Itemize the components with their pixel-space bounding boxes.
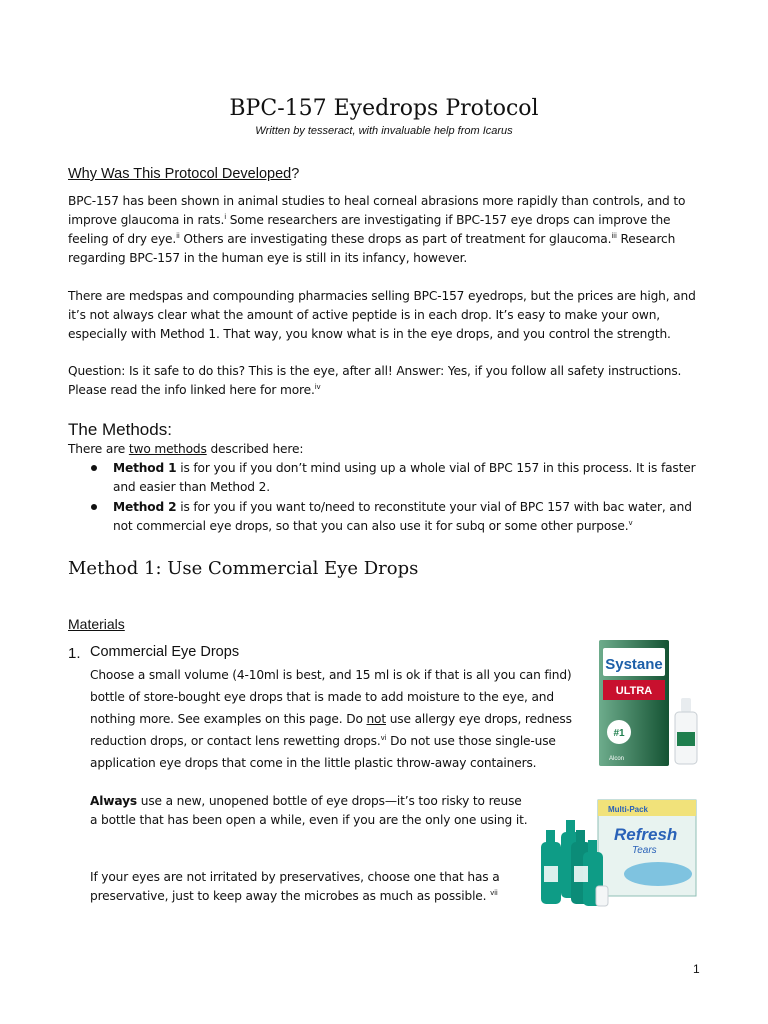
preservative-paragraph [90,868,530,906]
footnote-ref[interactable]: iv [314,382,321,391]
methods-heading: The Methods: [68,420,172,439]
always-label: Always [90,794,138,808]
document-subtitle: Written by tesseract, with invaluable help from Icarus [255,125,513,137]
text: BPC-157 has been shown in animal studies to heal corneal abrasions more rapidly than controls, and to improve glaucoma in rats. [68,194,686,227]
method-1-item [113,459,703,497]
bullet-icon [91,465,97,471]
text: Others are investigating these drops as part of treatment for glaucoma. [179,232,612,246]
page-number: 1 [693,962,700,976]
footnote-ref[interactable]: i [224,212,226,221]
systane-badge-text: #1 [613,728,625,739]
footnote-ref[interactable]: ii [176,231,180,240]
method-2-label: Method 2 [113,500,177,514]
method-1-heading: Method 1: Use Commercial Eye Drops [68,558,419,579]
text: Question: Is it safe to do this? This is the eye, after all! Answer: Yes, if you follow all safety instructions. Please read the info linked here for more. [68,364,682,397]
why-heading-tail: ? [291,166,300,182]
systane-bottle-cap [681,698,691,712]
footnote-ref[interactable]: iii [611,231,617,240]
text: use allergy eye drops, redness reduction drops, or contact lens rewetting drops. [90,712,572,748]
text: Choose a small volume (4-10ml is best, and 15 ml is ok if that is all you can find) bottle of store-bought eye drops that is made to add moisture to the eye, and nothing more. See examples on this page. Do [90,668,572,726]
text: There are [68,442,129,456]
text: Research regarding BPC-157 in the human eye is still in its infancy, however. [68,232,676,265]
why-paragraph-1 [68,192,708,268]
text: Do not use those single-use application eye drops that come in the little plastic throw-away containers. [90,734,556,770]
text: is for you if you don’t mind using up a whole vial of BPC 157 in this process. It is faster and easier than Method 2. [113,461,696,494]
why-heading [68,166,299,182]
method-2-item [113,498,708,536]
systane-brand: Systane [605,656,663,673]
refresh-water-graphic [624,862,692,886]
methods-intro [68,440,708,459]
materials-heading: Materials [68,616,125,632]
two-methods-link[interactable]: two methods [128,442,207,456]
footnote-ref[interactable]: v [628,518,633,527]
footnote-ref[interactable]: vii [490,888,498,897]
list-number: 1. [68,645,81,662]
refresh-sub: Tears [632,845,657,856]
always-paragraph [90,792,530,830]
method-1-label: Method 1 [113,461,177,475]
document-title: BPC-157 Eyedrops Protocol [229,96,539,121]
why-paragraph-2: There are medspas and compounding pharmacies selling BPC-157 eyedrops, but the prices are high, and it’s not always clear what the amount of active peptide is in each drop. It’s easy to make your own, especially with Method 1. That way, you know what is in the eye drops, and you control the strength. [68,289,696,341]
text: If your eyes are not irritated by preservatives, choose one that has a preservative, just to keep away the microbes as much as possible. [90,870,500,903]
bullet-icon [91,504,97,510]
text: Some researchers are investigating if BPC-157 eye drops can improve the feeling of dry eye. [68,213,671,246]
not-emphasis: not [366,712,386,726]
text: use a new, unopened bottle of eye drops—it’s too risky to reuse a bottle that has been open a while, even if you are the only one using it. [90,794,528,827]
refresh-pack: Multi-Pack [608,805,649,814]
refresh-product-image [538,796,700,910]
commercial-eye-drops-title: Commercial Eye Drops [90,644,240,660]
text: described here: [206,442,304,456]
why-paragraph-3 [68,362,708,400]
systane-product-image [595,636,707,770]
footnote-ref[interactable]: vi [380,733,387,742]
refresh-brand: Refresh [614,825,678,844]
systane-line: ULTRA [615,685,653,697]
systane-bottle-label [677,732,695,746]
commercial-eye-drops-paragraph [90,664,590,774]
why-heading-link: Why Was This Protocol Developed [68,166,292,182]
systane-maker: Alcon [609,756,625,762]
text: is for you if you want to/need to reconstitute your vial of BPC 157 with bac water, and not commercial eye drops, so that you can also use it for subq or some other purpose. [113,500,692,533]
